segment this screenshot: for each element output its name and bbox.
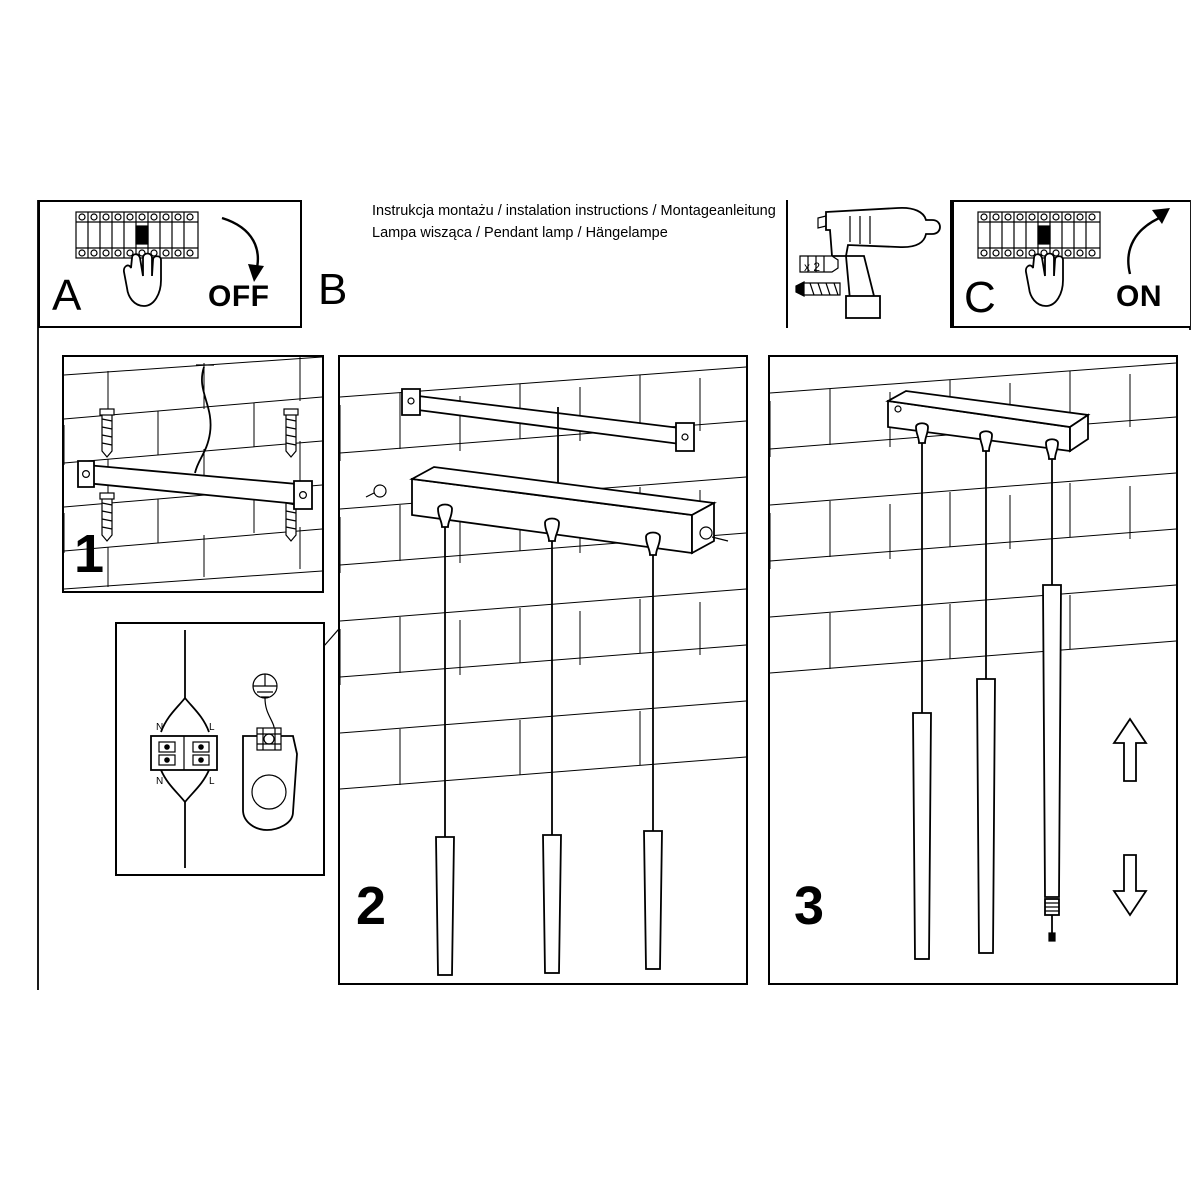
earth-terminal <box>243 728 297 830</box>
step-2-panel <box>338 355 748 985</box>
terminal-block-detail-graphic <box>117 624 323 874</box>
cable-adjuster <box>1045 899 1059 941</box>
mounting-bar <box>78 461 312 509</box>
screw-quantity-label: x 2 <box>804 260 821 274</box>
terminal-block-icon <box>76 212 198 258</box>
fixing-screw-icon <box>366 485 386 497</box>
pendant-2 <box>977 431 995 953</box>
step-1-number: 1 <box>74 524 105 584</box>
terminal-label-l-bottom: L <box>209 776 215 787</box>
double-arrow-vertical-icon <box>1114 719 1146 915</box>
earth-ground-icon <box>253 674 277 734</box>
terminal-label-l-top: L <box>209 722 215 733</box>
pendant-3 <box>644 533 662 970</box>
title-block <box>372 200 792 245</box>
terminal-label-n-top: N <box>156 722 164 733</box>
terminal-block-icon <box>151 736 217 770</box>
panel-tools <box>786 200 952 328</box>
panel-b-letter: B <box>318 265 348 314</box>
panel-a <box>38 200 302 328</box>
panel-c-letter: C <box>964 273 996 322</box>
step-3-graphic <box>770 357 1176 983</box>
panel-c-action-label: ON <box>1116 280 1162 313</box>
pendant-2 <box>543 519 561 974</box>
hand-icon <box>124 254 161 307</box>
step-2-graphic <box>340 357 746 983</box>
screw-icon <box>100 409 114 457</box>
pendant-1 <box>913 423 931 959</box>
title-line-2: Lampa wisząca / Pendant lamp / Hängelampe <box>372 225 668 242</box>
title-line-1: Instrukcja montażu / instalation instructions / Montageanleitung <box>372 203 776 219</box>
step-3-panel <box>768 355 1178 985</box>
pendant-3-adjustable <box>1043 439 1061 941</box>
step-2-number: 2 <box>356 876 387 936</box>
screw-icon <box>796 282 840 296</box>
canopy <box>412 467 714 553</box>
mounting-bar <box>402 389 694 451</box>
terminal-label-n-bottom: N <box>156 776 164 787</box>
pendant-1 <box>436 505 454 976</box>
terminal-block-icon <box>978 212 1100 258</box>
panel-c <box>952 200 1190 328</box>
panel-a-action-label: OFF <box>208 280 270 313</box>
panel-a-letter: A <box>52 271 82 320</box>
curved-arrow-down-icon <box>222 218 264 282</box>
screw-icon <box>284 409 298 457</box>
wiring-detail-panel <box>115 622 325 876</box>
step-1-panel <box>62 355 324 593</box>
step-3-number: 3 <box>794 876 825 936</box>
curved-arrow-up-icon <box>1128 208 1170 274</box>
supply-cable <box>195 367 211 473</box>
hand-icon <box>1026 254 1063 307</box>
